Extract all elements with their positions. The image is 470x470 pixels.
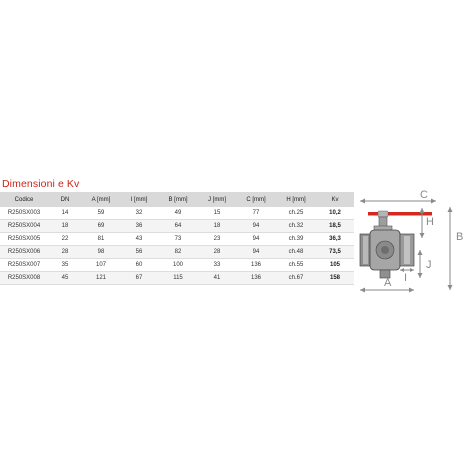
header-h: H [mm] (276, 192, 316, 207)
cell-a: 121 (82, 272, 120, 285)
cell-codice: R250SX007 (0, 259, 48, 272)
cell-c: 94 (236, 233, 276, 246)
cell-a: 59 (82, 207, 120, 220)
header-a: A [mm] (82, 192, 120, 207)
table-row (0, 233, 354, 246)
cell-b: 64 (158, 220, 198, 233)
cell-kv: 10,2 (316, 207, 354, 220)
cell-h: ch.55 (276, 259, 316, 272)
cell-kv: 158 (316, 272, 354, 285)
cell-h: ch.25 (276, 207, 316, 220)
cell-i: 36 (120, 220, 158, 233)
cell-i: 60 (120, 259, 158, 272)
cell-i: 67 (120, 272, 158, 285)
cell-i: 56 (120, 246, 158, 259)
cell-b: 82 (158, 246, 198, 259)
table-row (0, 246, 354, 259)
dimension-h-line (420, 208, 425, 238)
cell-kv: 73,5 (316, 246, 354, 259)
cell-dn: 18 (48, 220, 82, 233)
cell-j: 15 (198, 207, 236, 220)
table-header-row (0, 192, 354, 207)
cell-kv: 18,5 (316, 220, 354, 233)
dimensions-table (0, 192, 354, 285)
dimension-b-line (448, 207, 453, 290)
cell-j: 28 (198, 246, 236, 259)
cell-h: ch.39 (276, 233, 316, 246)
cell-j: 33 (198, 259, 236, 272)
header-i: I [mm] (120, 192, 158, 207)
cell-dn: 35 (48, 259, 82, 272)
cell-a: 69 (82, 220, 120, 233)
dimension-c-label: C (420, 189, 428, 201)
cell-i: 43 (120, 233, 158, 246)
dimension-a-label: A (384, 277, 392, 289)
valve-body (360, 217, 414, 278)
valve-dimension-diagram (356, 180, 470, 300)
cell-j: 41 (198, 272, 236, 285)
cell-kv: 36,3 (316, 233, 354, 246)
cell-dn: 45 (48, 272, 82, 285)
dimension-h-label: H (426, 216, 434, 228)
cell-a: 81 (82, 233, 120, 246)
cell-i: 32 (120, 207, 158, 220)
table-row (0, 259, 354, 272)
cell-codice: R250SX008 (0, 272, 48, 285)
cell-b: 100 (158, 259, 198, 272)
cell-b: 49 (158, 207, 198, 220)
cell-j: 18 (198, 220, 236, 233)
cell-a: 98 (82, 246, 120, 259)
dimension-i-label: I (404, 272, 408, 284)
cell-codice: R250SX006 (0, 246, 48, 259)
header-b: B [mm] (158, 192, 198, 207)
cell-codice: R250SX005 (0, 233, 48, 246)
cell-c: 136 (236, 259, 276, 272)
dimension-j-label: J (426, 259, 432, 271)
dimension-b-label: B (456, 231, 464, 243)
section-title: Dimensioni e Kv (2, 178, 80, 190)
header-kv: Kv (316, 192, 354, 207)
cell-c: 77 (236, 207, 276, 220)
cell-dn: 28 (48, 246, 82, 259)
cell-b: 115 (158, 272, 198, 285)
cell-codice: R250SX004 (0, 220, 48, 233)
header-codice: Codice (0, 192, 48, 207)
cell-a: 107 (82, 259, 120, 272)
header-j: J [mm] (198, 192, 236, 207)
cell-kv: 105 (316, 259, 354, 272)
cell-b: 73 (158, 233, 198, 246)
cell-c: 94 (236, 220, 276, 233)
table-row (0, 207, 354, 220)
table-row (0, 220, 354, 233)
cell-dn: 22 (48, 233, 82, 246)
cell-h: ch.32 (276, 220, 316, 233)
cell-h: ch.67 (276, 272, 316, 285)
cell-j: 23 (198, 233, 236, 246)
cell-codice: R250SX003 (0, 207, 48, 220)
cell-h: ch.48 (276, 246, 316, 259)
cell-c: 94 (236, 246, 276, 259)
cell-c: 136 (236, 272, 276, 285)
cell-dn: 14 (48, 207, 82, 220)
header-dn: DN (48, 192, 82, 207)
dimension-j-line (418, 250, 423, 278)
table-row (0, 272, 354, 285)
header-c: C [mm] (236, 192, 276, 207)
